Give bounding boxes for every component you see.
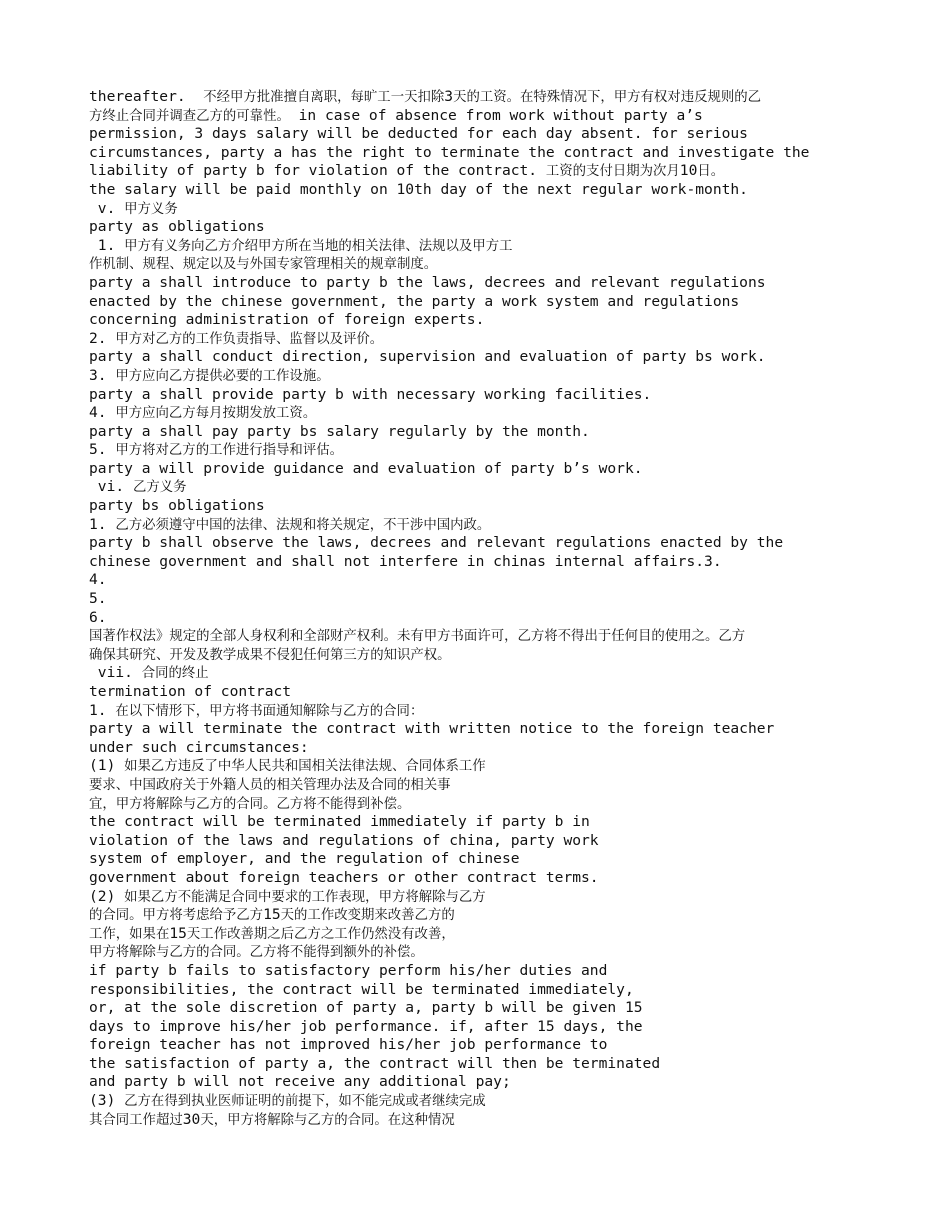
text-line: (3) 乙方在得到执业医师证明的前提下，如不能完成或者继续完成 xyxy=(89,1092,486,1110)
text-line: party a shall conduct direction, supervision and evaluation of party bs work. xyxy=(89,348,766,366)
text-line: (2) 如果乙方不能满足合同中要求的工作表现，甲方将解除与乙方 xyxy=(89,887,486,905)
document-body xyxy=(89,88,879,1129)
text-line: concerning administration of foreign experts. xyxy=(89,311,485,329)
text-line: 1. 乙方必须遵守中国的法律、法规和将关规定，不干涉中国内政。 xyxy=(89,515,491,533)
text-line: 5. 甲方将对乙方的工作进行指导和评估。 xyxy=(89,441,343,459)
text-line: party a shall pay party bs salary regularly by the month. xyxy=(89,422,590,440)
text-line: v. 甲方义务 xyxy=(89,199,178,217)
text-line: responsibilities, the contract will be terminated immediately, xyxy=(89,980,634,998)
text-line: and party b will not receive any additional pay; xyxy=(89,1073,511,1091)
text-line: liability of party b for violation of the contract. 工资的支付日期为次月10日。 xyxy=(89,162,725,180)
text-line: system of employer, and the regulation of chinese xyxy=(89,850,520,868)
text-line: foreign teacher has not improved his/her job performance to xyxy=(89,1036,608,1054)
text-line: circumstances, party a has the right to terminate the contract and investigate the xyxy=(89,143,810,161)
text-line: 3. 甲方应向乙方提供必要的工作设施。 xyxy=(89,366,330,384)
text-line: 要求、中国政府关于外籍人员的相关管理办法及合同的相关事 xyxy=(89,777,451,793)
text-line: under such circumstances: xyxy=(89,738,309,756)
text-line: 方终止合同并调查乙方的可靠性。 in case of absence from work without party a’s xyxy=(89,106,703,124)
text-line: party a will provide guidance and evaluation of party b’s work. xyxy=(89,459,643,477)
text-line: vi. 乙方义务 xyxy=(89,478,187,496)
text-line: 4. 甲方应向乙方每月按期发放工资。 xyxy=(89,404,317,422)
text-line: 其合同工作超过30天，甲方将解除与乙方的合同。在这种情况 xyxy=(89,1110,455,1128)
text-line: vii. 合同的终止 xyxy=(89,664,209,682)
text-line: 作机制、规程、规定以及与外国专家管理相关的规章制度。 xyxy=(89,257,438,273)
text-line: 1. 在以下情形下，甲方将书面通知解除与乙方的合同： xyxy=(89,701,424,719)
text-line: violation of the laws and regulations of china, party work xyxy=(89,831,599,849)
text-line: party b shall observe the laws, decrees and relevant regulations enacted by the xyxy=(89,534,784,552)
text-line: termination of contract xyxy=(89,683,292,700)
text-line: thereafter. 不经甲方批准擅自离职，每旷工一天扣除3天的工资。在特殊情况下，甲方有权对违反规则的乙 xyxy=(89,88,762,105)
text-line: 的合同。甲方将考虑给予乙方15天的工作改变期来改善乙方的 xyxy=(89,906,455,924)
text-line: permission, 3 days salary will be deducted for each day absent. for serious xyxy=(89,125,748,143)
text-line: 4. xyxy=(89,571,107,589)
text-line: party a shall provide party b with necessary working facilities. xyxy=(89,385,652,403)
text-line: the contract will be terminated immediately if party b in xyxy=(89,813,590,831)
text-line: government about foreign teachers or other contract terms. xyxy=(89,868,599,886)
text-line: 1. 甲方有义务向乙方介绍甲方所在当地的相关法律、法规以及甲方工 xyxy=(89,236,513,254)
text-line: party a will terminate the contract with written notice to the foreign teacher xyxy=(89,720,775,738)
text-line: the satisfaction of party a, the contract will then be terminated xyxy=(89,1054,661,1072)
text-line: (1) 如果乙方违反了中华人民共和国相关法律法规、合同体系工作 xyxy=(89,757,486,775)
text-line: party bs obligations xyxy=(89,497,265,515)
text-line: 工作，如果在15天工作改善期之后乙方之工作仍然没有改善， xyxy=(89,924,455,942)
text-line: 宜，甲方将解除与乙方的合同。乙方将不能得到补偿。 xyxy=(89,796,411,812)
text-line: 确保其研究、开发及教学成果不侵犯任何第三方的知识产权。 xyxy=(89,647,451,663)
text-line: 2. 甲方对乙方的工作负责指导、监督以及评价。 xyxy=(89,329,384,347)
text-line: 甲方将解除与乙方的合同。乙方将不能得到额外的补偿。 xyxy=(89,945,424,961)
text-line: days to improve his/her job performance. if, after 15 days, the xyxy=(89,1017,643,1035)
text-line: 国著作权法》规定的全部人身权利和全部财产权利。未有甲方书面许可，乙方将不得出于任何目的使用之。乙方 xyxy=(89,629,746,645)
text-line: chinese government and shall not interfere in chinas internal affairs.3. xyxy=(89,552,722,570)
text-line: the salary will be paid monthly on 10th day of the next regular work-month. xyxy=(89,180,748,198)
text-line: if party b fails to satisfactory perform his/her duties and xyxy=(89,961,608,979)
text-line: or, at the sole discretion of party a, party b will be given 15 xyxy=(89,999,643,1017)
text-line: 5. xyxy=(89,590,107,608)
text-line: 6. xyxy=(89,608,107,626)
text-line: party a shall introduce to party b the laws, decrees and relevant regulations xyxy=(89,273,766,291)
text-line: party as obligations xyxy=(89,218,265,236)
text-line: enacted by the chinese government, the party a work system and regulations xyxy=(89,292,740,310)
